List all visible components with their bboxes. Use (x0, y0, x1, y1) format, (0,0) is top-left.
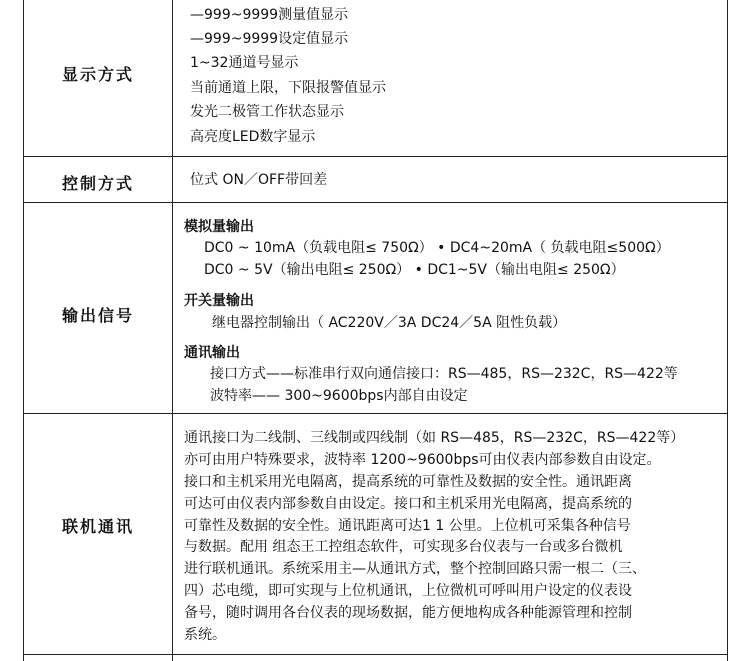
paragraph-line: 接口和主机采用光电隔离，提高系统的可靠性及数据的安全性。通讯距离 (184, 473, 632, 490)
comm-line: 波特率—— 300~9600bps内部自由设定 (210, 388, 468, 404)
analog-line: DC0 ~ 5V（输出电阻≤ 250Ω） • DC1~5V（输出电阻≤ 250Ω） (204, 262, 625, 278)
paragraph-line: 备号，随时调用各台仪表的现场数据，能方便地构成各种能源管理和控制 (184, 605, 632, 622)
display-line: 发光二极管工作状态显示 (190, 104, 344, 120)
networking-paragraph (184, 428, 718, 647)
paragraph-line: 四）芯电缆，即可实现与上位机通讯，上位微机可呼叫用户设定的仪表设 (184, 583, 632, 600)
table-column-divider (172, 0, 173, 661)
paragraph-line: 可达可由仪表内部参数自由设定。接口和主机采用光电隔离，提高系统的 (184, 495, 632, 512)
switch-line: 继电器控制输出（ AC220V／3A DC24／5A 阻性负载） (212, 315, 567, 331)
table-border-left (23, 0, 24, 661)
display-line: 高亮度LED数字显示 (190, 129, 316, 145)
section-title-comm: 通讯输出 (184, 345, 240, 361)
paragraph-line: 亦可由用户特殊要求，波特率 1200~9600bps可由仪表内部参数自由设定。 (184, 451, 661, 468)
display-line: 1~32通道号显示 (190, 55, 299, 71)
paragraph-line: 可靠性及数据的安全性。通讯距离可达1 1 公里。上位机可采集各种信号 (184, 517, 631, 534)
table-border-right (727, 0, 728, 661)
paragraph-line: 通讯接口为二线制、三线制或四线制（如 RS—485，RS—232C，RS—422等） (184, 430, 685, 446)
section-title-switch: 开关量输出 (184, 293, 254, 309)
comm-line: 接口方式——标准串行双向通信接口：RS—485，RS—232C，RS—422等 (210, 366, 678, 382)
row-label-display: 显示方式 (61, 65, 134, 84)
display-line: 当前通道上限，下限报警值显示 (190, 80, 386, 96)
section-title-analog: 模拟量输出 (184, 219, 254, 235)
display-line: —999~9999测量值显示 (190, 7, 349, 23)
control-line: 位式 ON／OFF带回差 (190, 172, 328, 188)
row-divider (23, 654, 728, 655)
row-label-networking: 联机通讯 (61, 517, 134, 536)
row-divider (23, 202, 728, 203)
row-label-control: 控制方式 (61, 174, 134, 193)
paragraph-line: 与数据。配用 组态王工控组态软件，可实现多台仪表与一台或多台微机 (184, 539, 623, 556)
paragraph-line: 系统。 (184, 627, 226, 644)
display-line: —999~9999设定值显示 (190, 31, 349, 47)
row-divider (23, 156, 728, 157)
analog-line: DC0 ~ 10mA（负载电阻≤ 750Ω） • DC4~20mA（ 负载电阻≤500Ω） (204, 240, 670, 256)
row-label-output: 输出信号 (61, 306, 134, 325)
paragraph-line: 进行联机通讯。系统采用主—从通讯方式，整个控制回路只需一根二（三、 (184, 561, 646, 578)
row-divider (23, 413, 728, 414)
